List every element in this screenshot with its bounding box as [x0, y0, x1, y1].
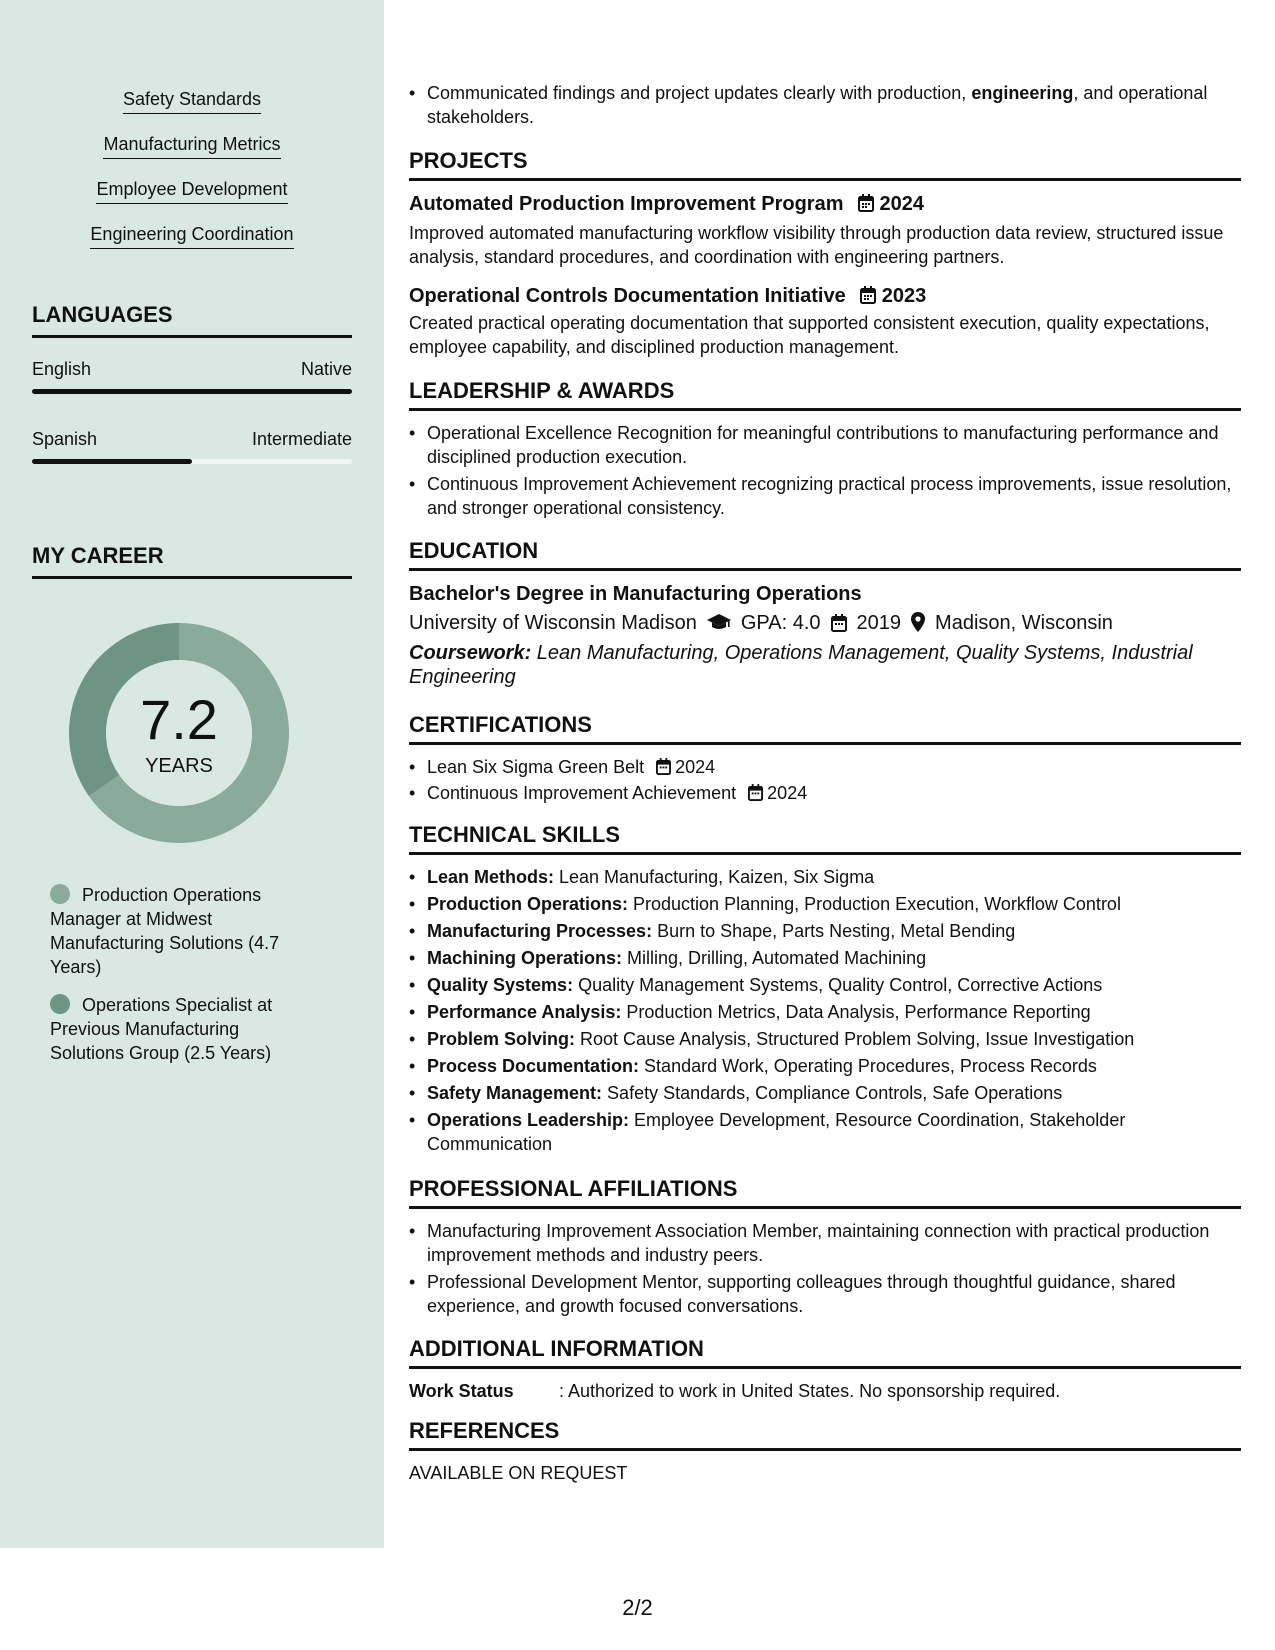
skill-item: • Performance Analysis: Production Metrics, Data Analysis, Performance Reporting: [409, 1000, 1241, 1024]
award-item: • Continuous Improvement Achievement recognizing practical process improvements, issue resolution, and stronger operational consistency.: [409, 472, 1241, 520]
school-name: University of Wisconsin Madison: [409, 612, 697, 634]
skill-tag[interactable]: Engineering Coordination: [90, 223, 293, 249]
affiliation-item: • Manufacturing Improvement Association Member, maintaining connection with practical production improvement methods and industry peers.: [409, 1219, 1241, 1267]
coursework: Coursework: Lean Manufacturing, Operations Management, Quality Systems, Industrial Engineering: [409, 642, 1193, 688]
affiliations-section: [409, 1176, 1241, 1318]
certifications-section: [409, 712, 1241, 805]
skill-item: • Lean Methods: Lean Manufacturing, Kaizen, Six Sigma: [409, 865, 1241, 889]
skill-tag[interactable]: Safety Standards: [123, 88, 261, 114]
graduation-year: 2019: [856, 612, 902, 634]
additional-info-section: [409, 1336, 1241, 1403]
section-title: PROJECTS: [409, 148, 1241, 181]
section-title: CERTIFICATIONS: [409, 712, 1241, 745]
calendar-icon: [748, 784, 763, 801]
certification-item: • Continuous Improvement Achievement 2024: [409, 781, 1241, 805]
career-legend-label: Operations Specialist at Previous Manufacturing Solutions Group (2.5 Years): [50, 995, 273, 1063]
section-title: EDUCATION: [409, 538, 1241, 571]
section-title: REFERENCES: [409, 1418, 1241, 1451]
calendar-icon: [860, 286, 876, 304]
education-meta: [409, 609, 1241, 637]
location-pin-icon: [911, 612, 925, 632]
language-proficiency-fill: [32, 389, 352, 394]
language-row: [32, 359, 352, 380]
experience-continued: [409, 81, 1241, 129]
skill-item: • Operations Leadership: Employee Development, Resource Coordination, Stakeholder Communication: [409, 1108, 1241, 1156]
languages-heading: LANGUAGES: [32, 302, 352, 338]
project-title: Operational Controls Documentation Initiative 2023: [409, 285, 927, 307]
language-proficiency-fill: [32, 459, 192, 464]
calendar-icon: [831, 614, 847, 632]
language-level: Intermediate: [251, 429, 352, 449]
affiliation-item: • Professional Development Mentor, supporting colleagues through thoughtful guidance, shared experience, and growth focused conversations.: [409, 1270, 1241, 1318]
calendar-icon: [858, 194, 874, 212]
legend-dot-icon: [50, 994, 70, 1014]
project-description: Created practical operating documentation that supported consistent execution, quality expectations, employee capability, and disciplined production management.: [409, 313, 1210, 357]
technical-skills-section: [409, 822, 1241, 1156]
language-name: English: [32, 359, 92, 379]
legend-dot-icon: [50, 884, 70, 904]
certification-item: • Lean Six Sigma Green Belt 2024: [409, 755, 1241, 779]
work-status-row: [409, 1379, 1241, 1403]
work-status-value: : Authorized to work in United States. No sponsorship required.: [559, 1381, 1061, 1401]
language-row: [32, 429, 352, 450]
career-legend-label: Production Operations Manager at Midwest Manufacturing Solutions (4.7 Years): [50, 885, 280, 977]
career-total-years: 7.2: [140, 688, 218, 751]
section-title: LEADERSHIP & AWARDS: [409, 378, 1241, 411]
skills-list: [0, 88, 384, 268]
page-number: 2/2: [622, 1595, 653, 1620]
education-section: [409, 538, 1241, 689]
language-name: Spanish: [32, 429, 98, 449]
career-heading: MY CAREER: [32, 543, 352, 579]
skill-item: • Process Documentation: Standard Work, Operating Procedures, Process Records: [409, 1054, 1241, 1078]
career-total-unit: YEARS: [145, 755, 213, 777]
skill-item: • Safety Management: Safety Standards, Compliance Controls, Safe Operations: [409, 1081, 1241, 1105]
career-legend-item: [50, 883, 312, 979]
section-title: TECHNICAL SKILLS: [409, 822, 1241, 855]
language-level: Native: [300, 359, 352, 379]
sidebar: [0, 0, 384, 1548]
section-title: PROFESSIONAL AFFILIATIONS: [409, 1176, 1241, 1209]
skill-item: • Production Operations: Production Planning, Production Execution, Workflow Control: [409, 892, 1241, 916]
language-proficiency-bar: [32, 389, 352, 394]
language-proficiency-bar: [32, 459, 352, 464]
project-title: Automated Production Improvement Program 2024: [409, 193, 924, 215]
skill-item: • Manufacturing Processes: Burn to Shape, Parts Nesting, Metal Bending: [409, 919, 1241, 943]
calendar-icon: [656, 758, 671, 775]
work-status-label: Work Status: [409, 1381, 514, 1401]
skill-item: • Machining Operations: Milling, Drilling, Automated Machining: [409, 946, 1241, 970]
leadership-section: [409, 378, 1241, 520]
references-section: [409, 1418, 1241, 1485]
skill-tag[interactable]: Manufacturing Metrics: [103, 133, 280, 159]
gpa: GPA: 4.0: [740, 612, 821, 634]
section-title: ADDITIONAL INFORMATION: [409, 1336, 1241, 1369]
school-location: Madison, Wisconsin: [935, 612, 1113, 634]
award-item: • Operational Excellence Recognition for meaningful contributions to manufacturing performance and disciplined production execution.: [409, 421, 1241, 469]
project-description: Improved automated manufacturing workflow visibility through production data review, structured issue analysis, standard procedures, and coordination with engineering partners.: [409, 223, 1224, 267]
experience-bullet: • Communicated findings and project updates clearly with production, engineering, and operational stakeholders.: [409, 81, 1241, 129]
projects-section: [409, 148, 1241, 359]
career-legend-item: [50, 993, 312, 1065]
skill-item: • Problem Solving: Root Cause Analysis, Structured Problem Solving, Issue Investigation: [409, 1027, 1241, 1051]
degree-title: Bachelor's Degree in Manufacturing Operations: [409, 583, 862, 605]
references-text: AVAILABLE ON REQUEST: [409, 1463, 628, 1483]
skill-tag[interactable]: Employee Development: [96, 178, 287, 204]
skill-item: • Quality Systems: Quality Management Systems, Quality Control, Corrective Actions: [409, 973, 1241, 997]
graduation-cap-icon: [707, 612, 731, 632]
